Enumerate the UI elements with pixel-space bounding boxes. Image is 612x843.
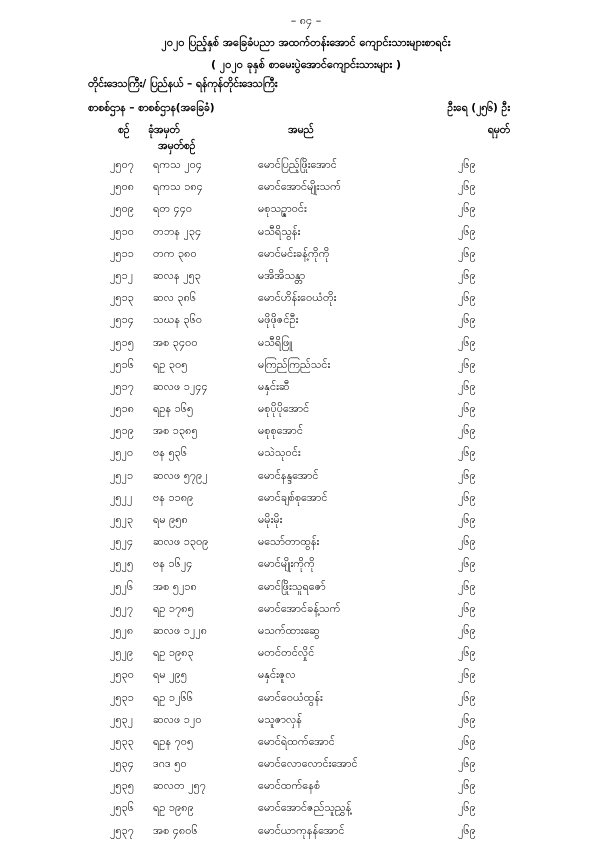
row-number: ၂၅၃၂ (110, 712, 134, 726)
row-number: ၂၅၂၂ (110, 490, 133, 504)
document-subtitle: ( ၂၀၂၀ ခုနှစ် စာမေးပွဲအောင်ကျောင်းသားများ ) (210, 58, 402, 71)
row-id: ရဥ ၁၉၈၃ (153, 646, 194, 660)
row-number: ၂၅၃၃ (110, 734, 134, 748)
row-id: တဘန ၂၃၄ (153, 224, 202, 238)
row-name: မောင်ယာကုနန်အောင် (258, 823, 345, 837)
table-row (0, 665, 612, 687)
row-score: ၂၆၉ (458, 579, 476, 593)
table-row (0, 399, 612, 421)
row-score: ၂၆၉ (458, 224, 476, 238)
table-row (0, 443, 612, 465)
row-name: မောင်ဖြိုးသူရဇော် (258, 579, 326, 593)
row-number: ၂၅၁၆ (110, 357, 134, 371)
header-no: စဉ် (118, 124, 130, 136)
row-name: မနှင်းဆီ (258, 379, 290, 393)
table-row (0, 798, 612, 820)
row-score: ၂၆၉ (458, 246, 476, 260)
row-id: ဗန ၁၆၂၄ (153, 557, 193, 571)
row-score: ၂၆၉ (458, 712, 476, 726)
table-row (0, 554, 612, 576)
row-name: မောင်လောလောင်းအောင် (258, 757, 358, 771)
row-score: ၂၆၉ (458, 291, 476, 305)
row-name: မသီရိသွန်း (258, 224, 301, 238)
document-title: ၂၀၂၀ ပြည့်နှစ် အခြေခံပညာ အထက်တန်းအောင် ကျောင်းသားများစာရင်း (161, 36, 451, 49)
row-id: ဆလတ ၂၅၇ (153, 779, 206, 793)
row-id: ရကသ ၁၈၄ (153, 180, 203, 194)
row-number: ၂၅၃၆ (110, 801, 134, 815)
row-id: အစ ၁၃၈၅ (153, 424, 198, 438)
row-score: ၂၆၉ (458, 313, 476, 327)
row-id: ရဥ ၁၂၆၆ (153, 690, 193, 704)
row-score: ၂၆၉ (458, 668, 476, 682)
row-number: ၂၅၂၅ (110, 557, 134, 571)
row-id: ဗန ၁၁၈၉ (153, 490, 194, 504)
row-name: မဖိုဖိုဇင်ဦး (258, 313, 299, 327)
table-row (0, 754, 612, 776)
row-number: ၂၅၀၈ (110, 180, 135, 194)
table-row (0, 355, 612, 377)
row-id: ဆလဖ ၅၇၉၂ (153, 468, 208, 482)
row-number: ၂၅၂၆ (110, 579, 134, 593)
row-score: ၂၆၉ (458, 734, 476, 748)
table-row (0, 732, 612, 754)
row-id: ရမ ၂၉၅ (153, 668, 187, 682)
row-name: မအိအိသန္တာ (258, 268, 306, 282)
row-id: ရကသ ၂၀၄ (153, 158, 202, 171)
row-id: ရတ ၄၄၀ (153, 202, 193, 216)
row-id: ရဥ ၁၇၈၅ (153, 601, 194, 615)
row-number: ၂၅၃၄ (110, 757, 134, 771)
row-id: အစ ၃၄၀၀ (153, 335, 198, 349)
table-row (0, 776, 612, 798)
row-name: မစုပိုပိုအောင် (258, 402, 310, 416)
row-score: ၂၆၉ (458, 468, 476, 482)
row-id: ရဥ ၃၀၅ (153, 357, 188, 371)
row-id: ဆလဖ ၁၂၀ (153, 712, 202, 726)
row-score: ၂၆၉ (458, 402, 476, 416)
row-score: ၂၆၉ (458, 779, 476, 793)
row-number: ၂၅၁၁ (110, 246, 134, 260)
table-row (0, 466, 612, 488)
row-score: ၂၆၉ (458, 557, 476, 571)
row-name: မစုသဉ္ဇာဝင်း (258, 202, 307, 216)
row-name: မမိုးမိုး (258, 513, 283, 526)
table-row (0, 199, 612, 221)
table-row (0, 688, 612, 710)
row-id: ဆလဖ ၁၂၄၄ (153, 379, 208, 393)
table-row (0, 244, 612, 266)
row-name: မောင်နန္ဒအောင် (258, 468, 319, 482)
row-id: တက ၃၈၀ (153, 246, 197, 260)
table-row (0, 532, 612, 554)
row-name: မကြည်ကြည်သင်း (258, 357, 331, 371)
row-score: ၂၆၉ (458, 158, 476, 171)
row-number: ၂၅၂၄ (110, 535, 134, 549)
row-number: ၂၅၁၉ (110, 424, 134, 438)
table-row (0, 377, 612, 399)
row-number: ၂၅၁၂ (110, 268, 134, 282)
row-name: မောင်အောင်ခန့်သက် (258, 601, 341, 615)
row-score: ၂၆၉ (458, 446, 476, 460)
row-id: အစ ၅၂၁၈ (153, 579, 197, 593)
row-score: ၂၆၉ (458, 268, 476, 282)
table-row (0, 288, 612, 310)
table-row (0, 821, 612, 843)
row-score: ၂၆၉ (458, 424, 476, 438)
row-id: ဒဂဒ ၅၀ (153, 757, 187, 771)
row-name: မတင်တင်လှိုင် (258, 646, 315, 660)
table-row (0, 599, 612, 621)
row-number: ၂၅၃၇ (110, 823, 134, 837)
row-score: ၂၆၉ (458, 601, 476, 615)
row-name: မစုစုအောင် (258, 424, 303, 438)
row-number: ၂၅၁၅ (110, 335, 134, 349)
row-score: ၂၆၉ (458, 823, 476, 837)
row-number: ၂၅၁၀ (110, 224, 134, 238)
row-score: ၂၆၉ (458, 379, 476, 393)
table-row (0, 577, 612, 599)
table-row (0, 488, 612, 510)
row-id: ဗန ၅၃၆ (153, 446, 188, 460)
table-row (0, 510, 612, 532)
table-row (0, 333, 612, 355)
row-score: ၂၆၉ (458, 357, 476, 371)
row-number: ၂၅၂၀ (110, 446, 134, 460)
row-score: ၂၆၉ (458, 690, 476, 704)
row-score: ၂၆၉ (458, 646, 476, 660)
row-id: ရဥ ၁၉၈၉ (153, 801, 194, 815)
results-list (0, 155, 612, 843)
center-line: စာစစ်ဌာန – စာစစ်ဌာန(အခြေခံ) (88, 102, 215, 114)
row-number: ၂၅၁၈ (110, 402, 135, 416)
row-name: မောင်ရဲထက်အောင် (258, 734, 335, 748)
row-number: ၂၅၃၀ (110, 668, 134, 682)
row-score: ၂၆၉ (458, 202, 476, 216)
row-id: အစ ၄၈၀၆ (153, 823, 198, 837)
table-row (0, 643, 612, 665)
row-id: ရဥန ၇၀၅ (153, 734, 194, 748)
region-line: တိုင်းဒေသကြီး/ ပြည်နယ် – ရန်ကုန်တိုင်းဒေသကြီး (88, 78, 278, 90)
row-name: မသူဇာလှန် (258, 712, 302, 726)
row-score: ၂၆၉ (458, 513, 476, 526)
header-score: ရမှတ် (487, 124, 510, 136)
table-row (0, 421, 612, 443)
row-name: မသော်တာထွန်း (258, 535, 320, 549)
row-name: မနှင်းဇူလ (258, 668, 296, 682)
row-name: မောင်ဟိန်းဝေယံတိုး (258, 291, 337, 305)
row-number: ၂၅၂၈ (110, 623, 134, 637)
row-id: ဆလ ၃၈၆ (153, 291, 197, 305)
row-score: ၂၆၉ (458, 180, 476, 194)
row-number: ၂၅၁၄ (110, 313, 134, 327)
row-score: ၂၆၉ (458, 801, 476, 815)
header-id: ခုံအမှတ် (148, 124, 180, 136)
row-number: ၂၅၂၁ (110, 468, 134, 482)
row-name: မသက်ထားဆွေ (258, 623, 320, 637)
row-name: မသဲသုဝင်း (258, 446, 301, 460)
row-id: ရဥန ၁၆၅ (153, 402, 194, 416)
row-id: ဆလဖ ၁၃၀၉ (153, 535, 209, 549)
row-name: မောင်ပြည့်ဖြိုးအောင် (258, 158, 337, 171)
row-name: မောင်ထက်နေစံ (258, 779, 321, 793)
row-number: ၂၅၂၉ (110, 646, 134, 660)
row-name: မသီရိဖြူ (258, 335, 293, 349)
row-number: ၂၅၀၇ (110, 158, 134, 171)
row-number: ၂၅၀၉ (110, 202, 134, 216)
row-number: ၂၅၃၁ (110, 690, 134, 704)
row-name: မောင်မင်းခန့်ကိုကို (258, 246, 330, 260)
table-row (0, 310, 612, 332)
row-id: ရမ ၉၅၈ (153, 513, 188, 526)
row-name: မောင်ဝေယံထွန်း (258, 690, 323, 704)
table-row (0, 222, 612, 244)
page-number: – ၈၄ – (290, 14, 322, 27)
table-row (0, 155, 612, 177)
row-id: သဃန ၃၆၀ (153, 313, 203, 327)
row-name: မောင်မျိုးကိုကို (258, 557, 315, 571)
row-id: ဆလဖ ၁၂၂၈ (153, 623, 208, 637)
row-number: ၂၅၃၅ (110, 779, 134, 793)
total-count: ဦးရေ (၂၅၆) ဦး (447, 102, 510, 114)
row-number: ၂၅၁၃ (110, 291, 134, 305)
row-number: ၂၅၂၃ (110, 513, 134, 526)
table-row (0, 177, 612, 199)
table-row (0, 266, 612, 288)
row-name: မောင်အောင်ဇည်သူညွှန့် (258, 801, 352, 815)
header-name: အမည် (288, 124, 314, 136)
row-name: မောင်အောင်မျိုးသက် (258, 180, 341, 194)
row-score: ၂၆၉ (458, 757, 476, 771)
header-id-sub: အမှတ်စဉ် (158, 140, 196, 152)
row-score: ၂၆၉ (458, 623, 476, 637)
row-name: မောင်ချစ်စုအောင် (258, 490, 328, 504)
table-row (0, 621, 612, 643)
row-score: ၂၆၉ (458, 490, 476, 504)
row-number: ၂၅၁၇ (110, 379, 134, 393)
row-score: ၂၆၉ (458, 535, 476, 549)
row-number: ၂၅၂၇ (110, 601, 134, 615)
table-row (0, 710, 612, 732)
row-id: ဆလန ၂၅၃ (153, 268, 201, 282)
row-score: ၂၆၉ (458, 335, 476, 349)
